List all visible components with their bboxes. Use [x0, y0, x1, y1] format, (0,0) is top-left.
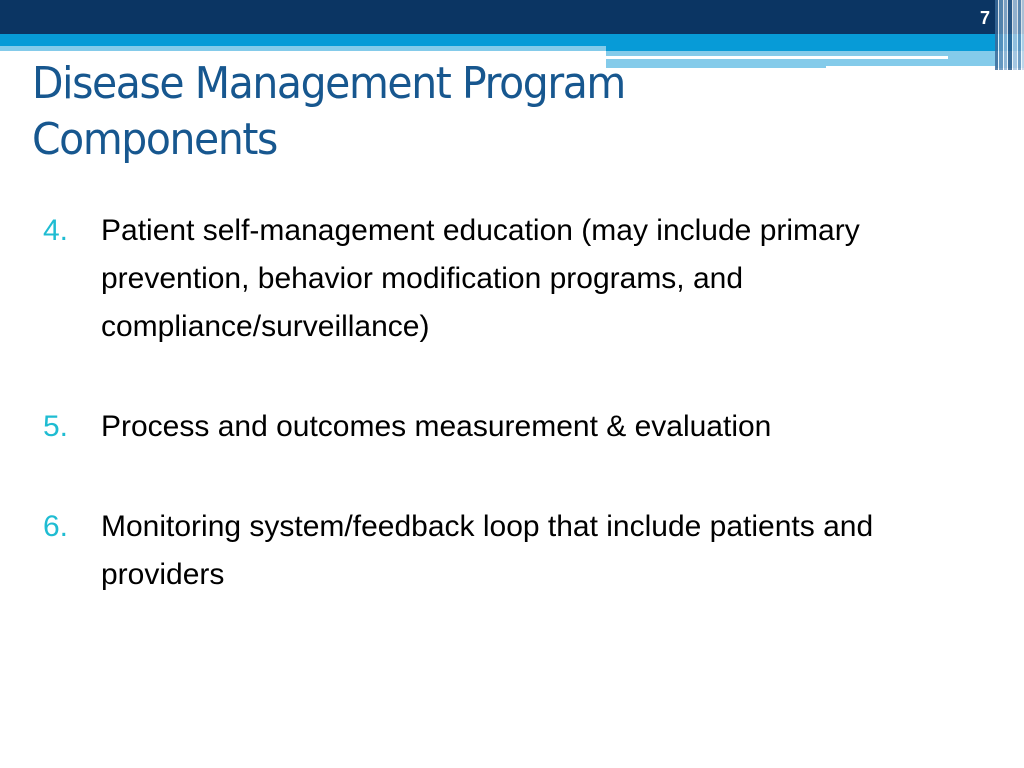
- header-band-light-left: [0, 46, 606, 51]
- numbered-list: [43, 207, 1003, 599]
- slide-number: 7: [979, 8, 990, 28]
- list-item-text: Patient self-management education (may include primary prevention, behavior modification programs, and compliance/surveillance): [101, 214, 860, 343]
- list-item: [43, 403, 1003, 451]
- slide-title-line-1: Disease Management Program: [32, 58, 625, 109]
- header-band-blue: [0, 34, 1024, 46]
- list-item: [43, 207, 1003, 351]
- list-item: [43, 503, 1003, 599]
- list-item-text: Process and outcomes measurement & evaluation: [101, 410, 772, 443]
- list-item-number: 6.: [43, 510, 69, 543]
- header-decorative-stripes: [995, 0, 1024, 70]
- list-item-text: Monitoring system/feedback loop that include patients and providers: [101, 510, 874, 591]
- list-item-number: 4.: [43, 214, 69, 247]
- slide-title-line-2: Components: [32, 114, 277, 165]
- list-item-number: 5.: [43, 410, 69, 443]
- header-bar-navy: [0, 0, 1024, 34]
- slide-title: [32, 56, 739, 168]
- header-white-cut: [826, 66, 996, 70]
